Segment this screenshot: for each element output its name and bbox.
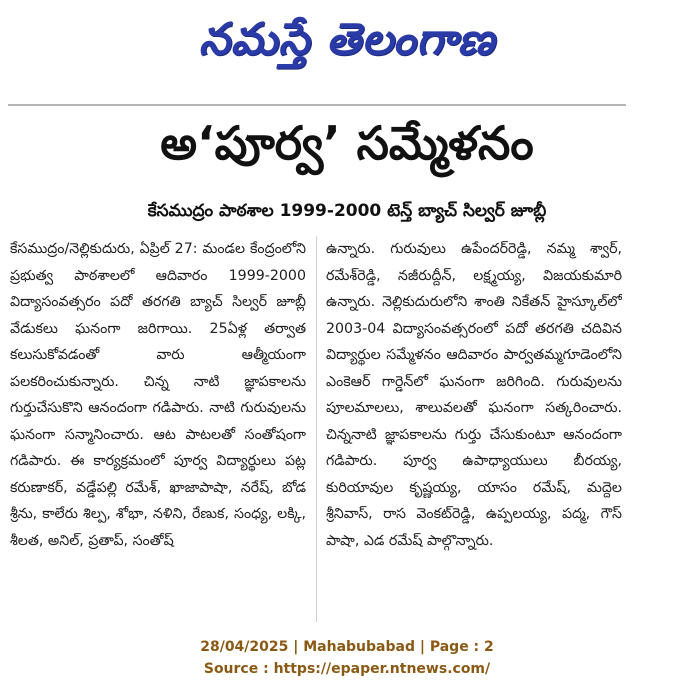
masthead-divider xyxy=(8,104,626,106)
article-paragraph: ఉన్నారు. గురువులు ఉపేందర్‌రెడ్డి, నమ్మ శ్వార్, రమేశ్‌రెడ్డి, నజీరుద్దీన్, లక్ష్మయ్య, విజయకుమారి ఉన్నారు. నెల్లికుదురులోని శాంతి నికేతన్ హైస్కూల్‌లో 2003-04 విద్యాసంవత్సరంలో పదో తరగతి చదివిన విద్యార్థుల సమ్మేళనం ఆదివారం పార్వతమ్మగూడెంలోని ఎంకెఆర్ గార్డెన్‌లో ఘనంగా జరిగింది. గురువులను పూలమాలలు, శాలువలతో ఘనంగా సత్కరించారు. చిన్ననాటి జ్ఞాపకాలను గుర్తు చేసుకుంటూ ఆనందంగా గడిపారు. పూర్వ ఉపాధ్యాయులు బీరయ్య, కురియావుల కృష్ణయ్య, యాసం రమేష్, మద్దెల శ్రీనివాస్, రాస వెంకట్‌రెడ్డి, ఉప్పలయ్య, పద్మ, గౌస్ పాషా, ఎడ రమేష్ పాల్గొన్నారు. xyxy=(326,241,622,549)
article-paragraph: కేసముద్రం/నెల్లికుదురు, ఏప్రిల్ 27: మండల కేంద్రంలోని ప్రభుత్వ పాఠశాలలో ఆదివారం 1999-2000 విద్యాసంవత్సరం పదో తరగతి బ్యాచ్ సిల్వర్ జూబ్లీ వేడుకలు ఘనంగా జరిగాయి. 25ఏళ్ల తర్వాత కలుసుకోవడంతో వారు ఆత్మీయంగా పలకరించుకున్నారు. చిన్న నాటి జ్ఞాపకాలను గుర్తుచేసుకొని ఆనందంగా గడిపారు. నాటి గురువులను ఘనంగా సన్మానించారు. ఆట పాటలతో సంతోషంగా గడిపారు. ఈ కార్యక్రమంలో పూర్వ విద్యార్థులు పట్ల కరుణాకర్, వడ్డేపల్లి రమేశ్, ఖాజాపాషా, నరేష్, బోడ శ్రీను, కాలేరు శిల్ప, శోభా, నళిని, రేణుక, సంధ్య, లక్కి, శీలత, అనిల్, ప్రతాప్, సంతోష్ xyxy=(10,241,306,549)
article-subheadline: కేసముద్రం పాఠశాల 1999-2000 టెన్త్ బ్యాచ్ సిల్వర్ జూబ్లీ xyxy=(147,201,547,221)
newspaper-logo: నమస్తే తెలంగాణ xyxy=(198,14,496,65)
footer-meta: 28/04/2025 | Mahabubabad | Page : 2 xyxy=(200,639,494,655)
article-column-right xyxy=(326,236,622,622)
article-headline: అ‘పూర్వ’ సమ్మేళనం xyxy=(160,116,534,170)
masthead xyxy=(0,0,694,90)
article-column-left xyxy=(10,236,306,622)
page-footer xyxy=(0,636,694,680)
column-divider xyxy=(316,236,317,622)
footer-source: Source : https://epaper.ntnews.com/ xyxy=(203,661,491,677)
